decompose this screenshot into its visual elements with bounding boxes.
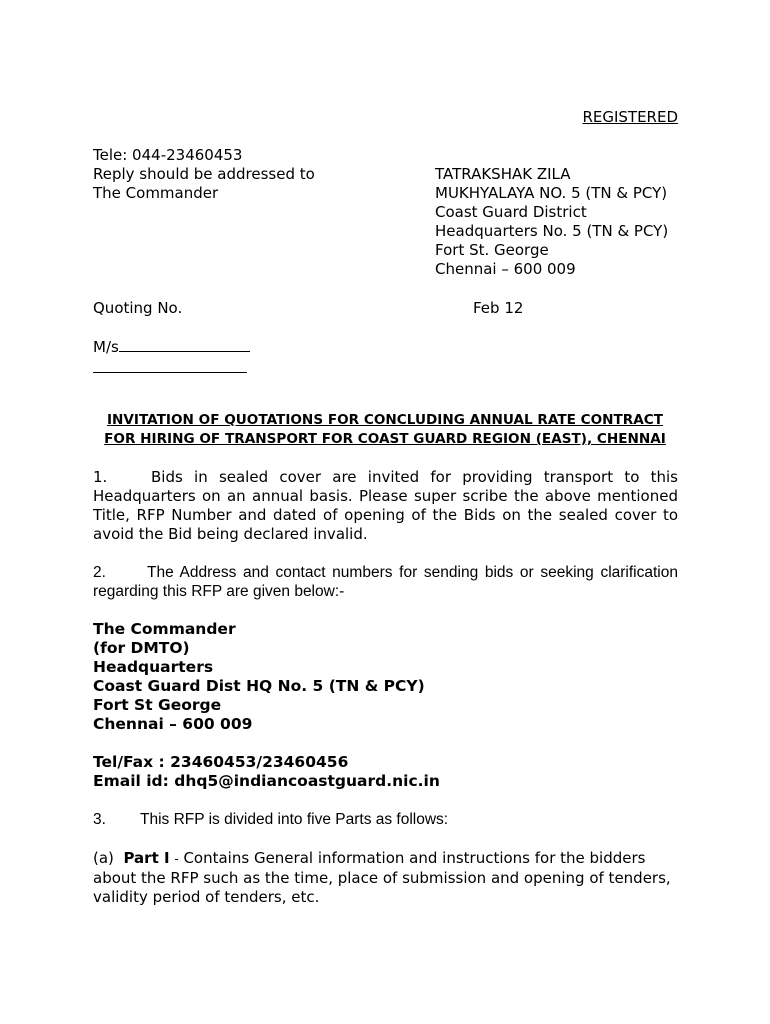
part-a-prefix: (a) [93,849,114,867]
part-a-item [93,849,678,907]
paragraph-number: 2. [93,564,106,581]
ms-label: M/s [93,338,119,356]
ms-field [93,337,250,356]
email-line: Email id: dhq5@indiancoastguard.nic.in [93,772,440,790]
part-a-label: Part I [123,849,170,867]
paragraph-2 [93,563,678,601]
letter-date: Feb 12 [473,299,524,317]
paragraph-number: 3. [93,811,106,828]
submission-address-line: (for DMTO) [93,639,190,657]
addressee-commander: The Commander [93,184,219,202]
office-address-line: TATRAKSHAK ZILA [435,165,571,183]
submission-address-line: Coast Guard Dist HQ No. 5 (TN & PCY) [93,677,425,695]
reply-instruction: Reply should be addressed to [93,165,315,183]
part-a-dash: - [174,852,179,866]
subject-line-2: FOR HIRING OF TRANSPORT FOR COAST GUARD REGION (EAST), CHENNAI [104,431,666,447]
paragraph-text: Bids in sealed cover are invited for providing transport to this Headquarters on an annual basis. Please super scribe the above mentioned Title, RFP Number and dated of opening of the Bids on the sealed cover to avoid the Bid being declared invalid. [93,468,678,543]
registered-label: REGISTERED [582,108,678,126]
submission-address-block [93,620,425,734]
paragraph-1 [93,468,678,544]
office-address-line: Headquarters No. 5 (TN & PCY) [435,222,669,240]
ms-blank-line [119,337,250,352]
office-address-line: Fort St. George [435,241,549,259]
office-address-line: MUKHYALAYA NO. 5 (TN & PCY) [435,184,668,202]
paragraph-text: The Address and contact numbers for sending bids or seeking clarification regarding this RFP are given below:- [93,564,678,600]
office-address-line: Coast Guard District [435,203,587,221]
quoting-number-label: Quoting No. [93,299,183,317]
submission-address-line: Fort St George [93,696,222,714]
tel-fax-line: Tel/Fax : 23460453/23460456 [93,753,349,771]
submission-address-line: Headquarters [93,658,214,676]
submission-address-line: The Commander [93,620,236,638]
paragraph-3 [93,811,448,829]
ms-blank-line-2 [93,372,247,373]
office-address-line: Chennai – 600 009 [435,260,576,278]
submission-address-line: Chennai – 600 009 [93,715,253,733]
paragraph-number: 1. [93,468,108,486]
office-address-block [435,165,668,279]
paragraph-text: This RFP is divided into five Parts as follows: [140,811,449,828]
subject-line-1: INVITATION OF QUOTATIONS FOR CONCLUDING ANNUAL RATE CONTRACT [106,412,664,428]
telephone-line: Tele: 044-23460453 [93,146,243,164]
sender-block [93,146,315,203]
subject-heading [90,411,680,449]
part-a-text: Contains General information and instructions for the bidders about the RFP such as the time, place of submission and opening of tenders, validity period of tenders, etc. [93,849,671,906]
contact-block [93,753,440,791]
